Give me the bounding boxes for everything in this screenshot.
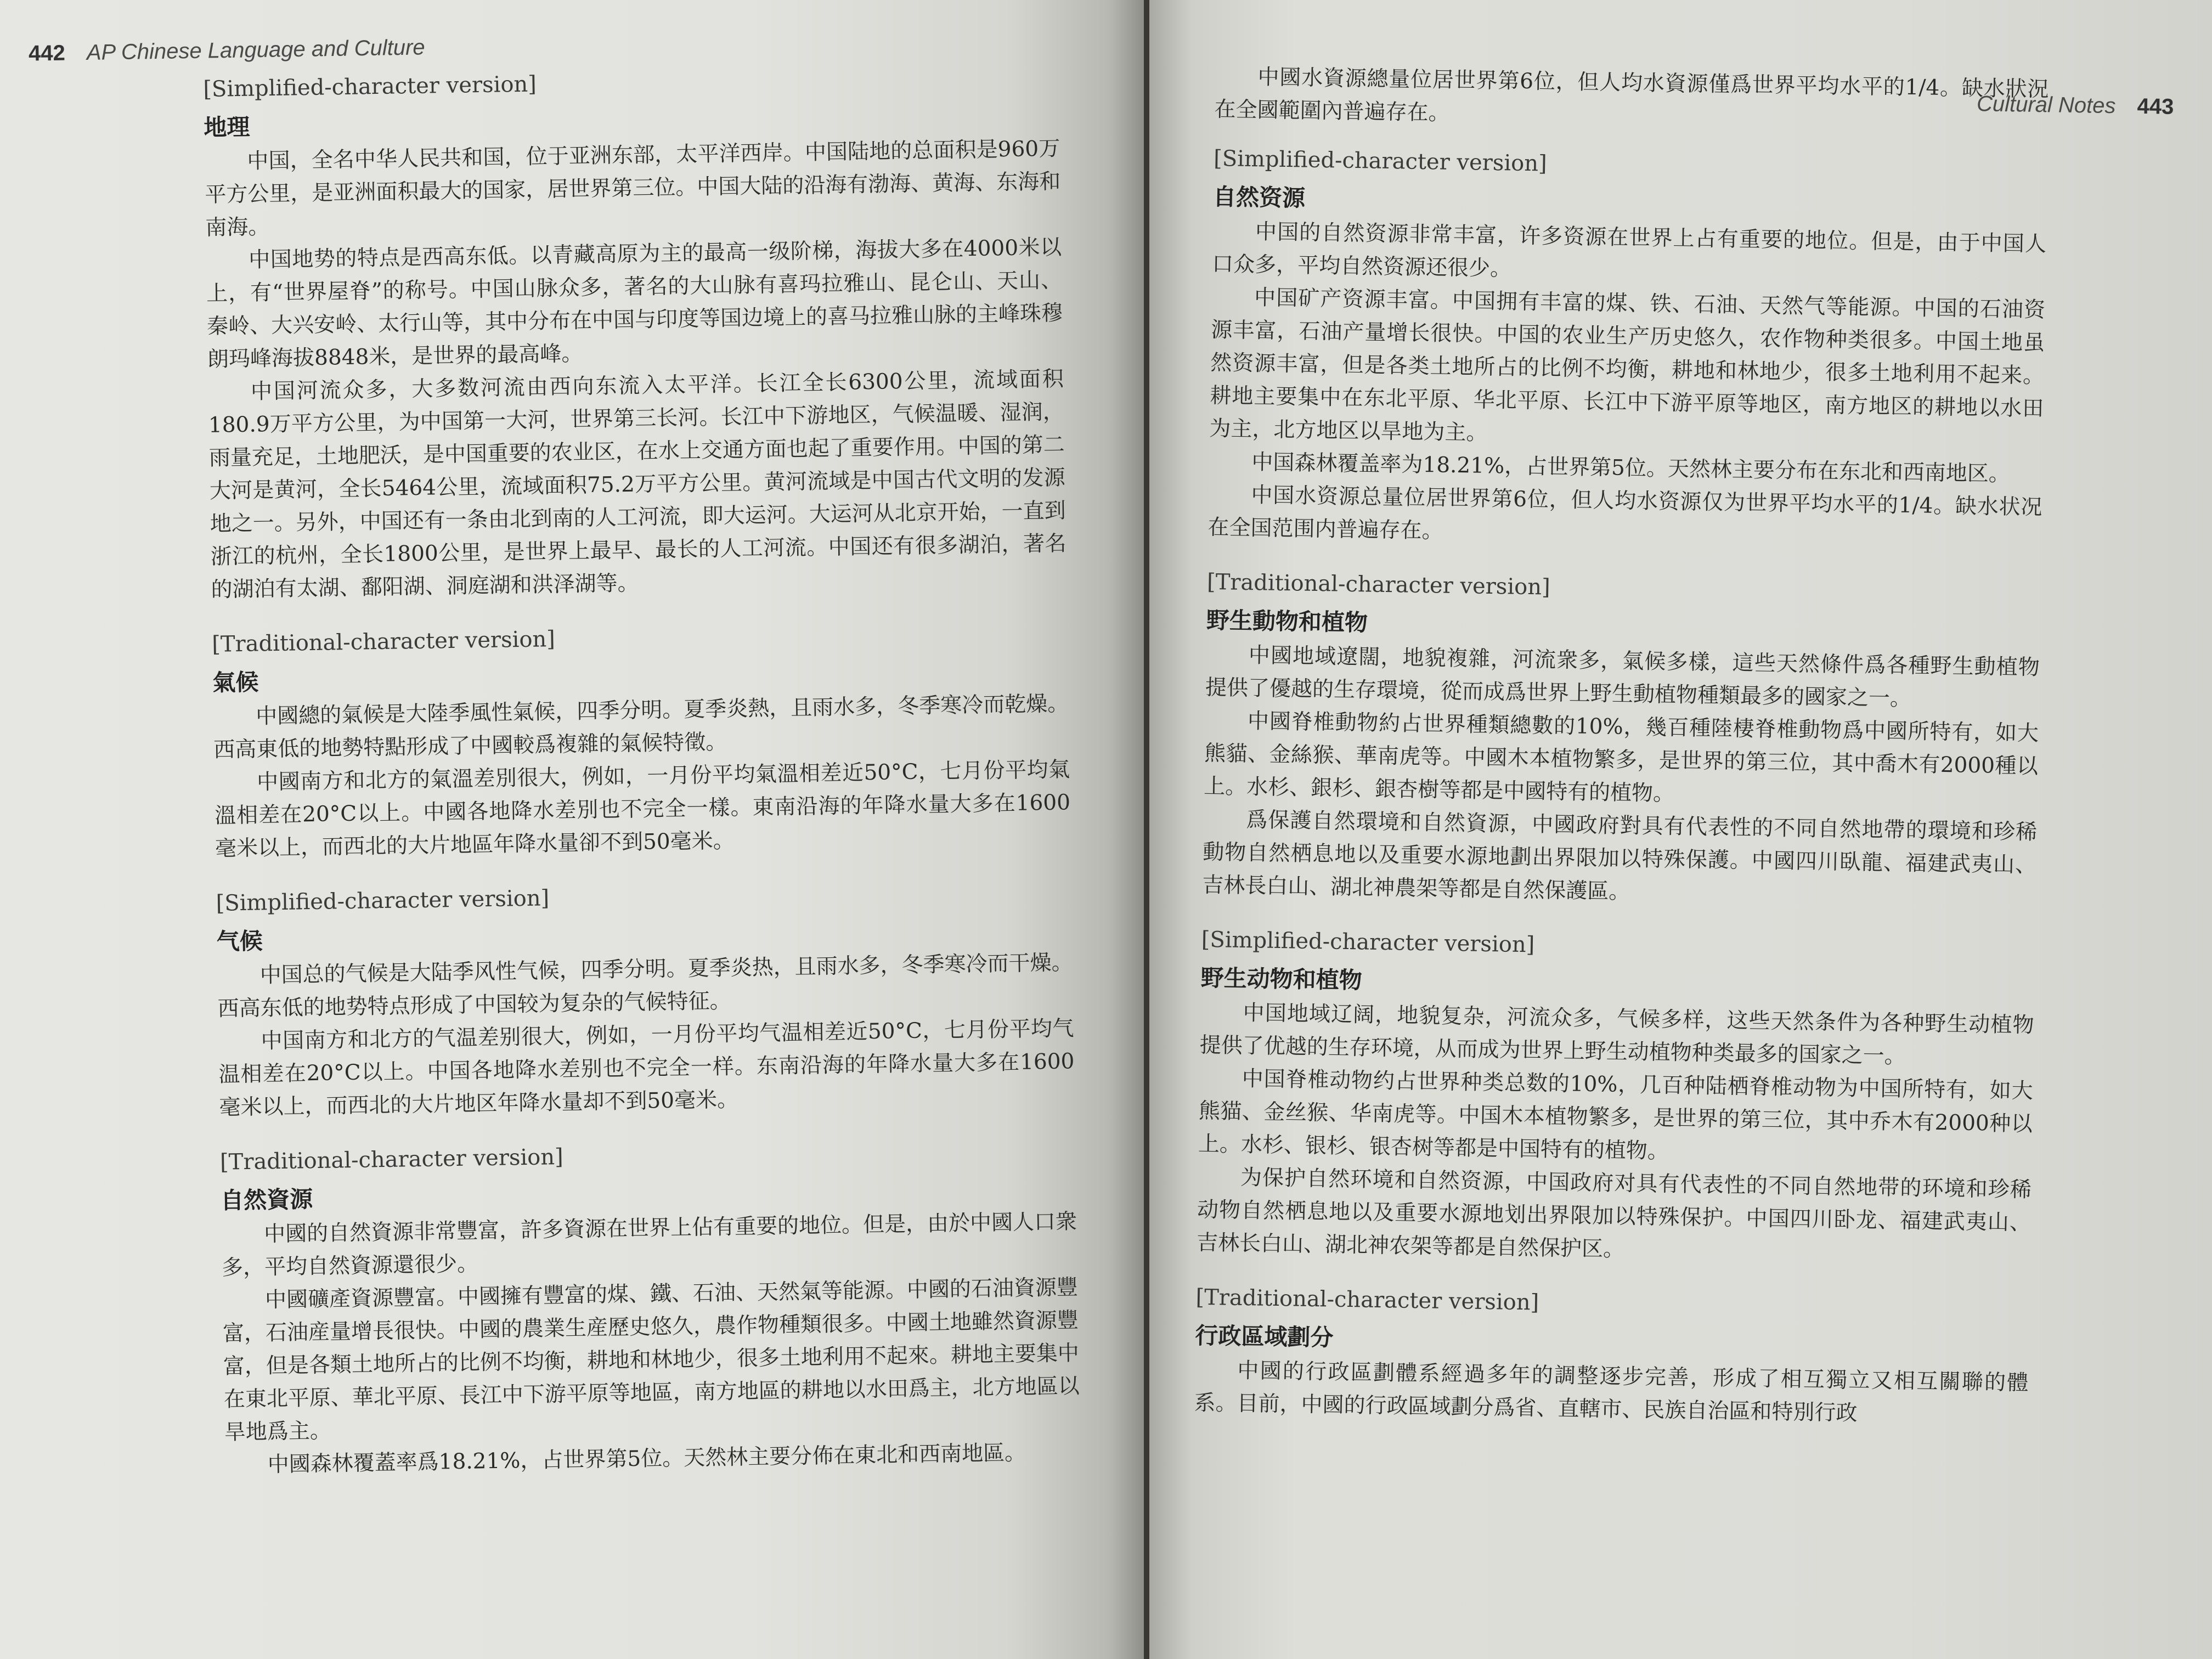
section bbox=[1197, 927, 2035, 1273]
section bbox=[1207, 146, 2047, 557]
section bbox=[203, 63, 1067, 606]
version-label: [Simplified-character version] bbox=[1213, 145, 1548, 177]
version-label: [Simplified-character version] bbox=[203, 71, 537, 102]
paragraph: 中国南方和北方的气温差别很大，例如，一月份平均气温相差近50°C，七月份平均气温相差在20°C以上。中国各地降水差别也不完全一样。东南沿海的年降水量大多在1600毫米以上，而西北的大片地区年降水量却不到50毫米。 bbox=[218, 1016, 1075, 1120]
section-heading: 气候 bbox=[216, 927, 263, 955]
paragraph: 中國總的氣候是大陸季風性氣候，四季分明。夏季炎熱，且雨水多，冬季寒冷而乾燥。西高東低的地勢特點形成了中國較爲複雜的氣候特徵。 bbox=[213, 691, 1069, 763]
section-heading: 野生动物和植物 bbox=[1200, 964, 1363, 994]
section-heading: 野生動物和植物 bbox=[1206, 606, 1368, 636]
paragraph: 中國的行政區劃體系經過多年的調整逐步完善，形成了相互獨立又相互關聯的體系。目前，中國的行政區域劃分爲省、直轄市、民族自治區和特別行政 bbox=[1194, 1358, 2029, 1426]
version-label: [Traditional-character version] bbox=[1195, 1284, 1539, 1316]
paragraph: 中国的自然资源非常丰富，许多资源在世界上占有重要的地位。但是，由于中国人口众多，平均自然资源还很少。 bbox=[1211, 219, 2047, 281]
paragraph: 中国地域辽阔，地貌复杂，河流众多，气候多样，这些天然条件为各种野生动植物提供了优越的生存环境，从而成为世界上野生动植物种类最多的国家之一。 bbox=[1199, 1001, 2034, 1069]
section-heading: 自然資源 bbox=[220, 1186, 313, 1214]
section-heading: 氣候 bbox=[212, 668, 259, 696]
section bbox=[1194, 1285, 2030, 1433]
paragraph: 中国，全名中华人民共和国，位于亚洲东部，太平洋西岸。中国陆地的总面积是960万平方公里，是亚洲面积最大的国家，居世界第三位。中国大陆的沿海有渤海、黄海、东海和南海。 bbox=[205, 136, 1061, 240]
paragraph: 中国水资源总量位居世界第6位，但人均水资源仅为世界平均水平的1/4。缺水状况在全国范围内普遍存在。 bbox=[1207, 483, 2042, 544]
paragraph: 爲保護自然環境和自然資源，中國政府對具有代表性的不同自然地帶的環境和珍稀動物自然栖息地以及重要水源地劃出界限加以特殊保護。中國四川臥龍、福建武夷山、吉林長白山、湖北神農架等都是自然保護區。 bbox=[1202, 808, 2038, 905]
paragraph: 中國礦產資源豐富。中國擁有豐富的煤、鐵、石油、天然氣等能源。中國的石油資源豐富，石油産量增長很快。中國的農業生産歷史悠久，農作物種類很多。中國土地雖然資源豐富，但是各類土地所占的比例不均衡，耕地和林地少，很多土地利用不起來。耕地主要集中在東北平原、華北平原、長江中下游平原等地區，南方地區的耕地以水田爲主，北方地區以旱地爲主。 bbox=[222, 1275, 1080, 1445]
paragraph: 中国地势的特点是西高东低。以青藏高原为主的最高一级阶梯，海拔大多在4000米以上，有“世界屋脊”的称号。中国山脉众多，著名的大山脉有喜玛拉雅山、昆仑山、天山、秦岭、大兴安岭、太行山等，其中分布在中国与印度等国边境上的喜马拉雅山脉的主峰珠穆朗玛峰海拔8848米，是世界的最高峰。 bbox=[206, 235, 1063, 372]
section-heading: 地理 bbox=[204, 113, 250, 141]
paragraph: 为保护自然环境和自然资源，中国政府对具有代表性的不同自然地带的环境和珍稀动物自然栖息地以及重要水源地划出界限加以特殊保护。中国四川卧龙、福建武夷山、吉林长白山、湖北神农架等都是自然保护区。 bbox=[1196, 1165, 2032, 1262]
section bbox=[212, 618, 1071, 865]
paragraph: 中国河流众多，大多数河流由西向东流入太平洋。长江全长6300公里，流域面积180.9万平方公里，为中国第一大河，世界第三长河。长江中下游地区，气候温暖、湿润，雨量充足，土地肥沃，是中国重要的农业区，在水上交通方面也起了重要作用。中国的第二大河是黄河，全长5464公里，流域面积75.2万平方公里。黄河流域是中国古代文明的发源地之一。另外，中国还有一条由北到南的人工河流，即大运河。大运河从北京开始，一直到浙江的杭州，全长1800公里，是世界上最早、最长的人工河流。中国还有很多湖泊，著名的湖泊有太湖、鄱阳湖、洞庭湖和洪泽湖等。 bbox=[208, 366, 1066, 602]
paragraph: 中國南方和北方的氣溫差別很大，例如，一月份平均氣溫相差近50°C，七月份平均氣溫相差在20°C以上。中國各地降水差別也不完全一樣。東南沿海的年降水量大多在1600毫米以上，而西北的大片地區年降水量卻不到50毫米。 bbox=[214, 757, 1071, 861]
right-page-number: 443 bbox=[2136, 94, 2174, 119]
paragraph: 中国矿产资源丰富。中国拥有丰富的煤、铁、石油、天然气等能源。中国的石油资源丰富，石油产量增长很快。中国的农业生产历史悠久，农作物种类很多。中国土地虽然资源丰富，但是各类土地所占的比例不均衡，耕地和林地少，很多土地利用不起来。耕地主要集中在东北平原、华北平原、长江中下游平原等地区，南方地区的耕地以水田为主，北方地区以旱地为主。 bbox=[1209, 285, 2046, 445]
paragraph: 中國森林覆蓋率爲18.21%，占世界第5位。天然林主要分佈在東北和西南地區。 bbox=[267, 1440, 1026, 1477]
left-page-number: 442 bbox=[28, 41, 66, 66]
left-text-column bbox=[203, 63, 1081, 1507]
left-running-head bbox=[29, 35, 425, 66]
section bbox=[216, 877, 1075, 1124]
continuation-paragraph: 中國水資源總量位居世界第6位，但人均水資源僅爲世界平均水平的1/4。缺水狀況在全國範圍內普遍存在。 bbox=[1214, 65, 2049, 126]
version-label: [Traditional-character version] bbox=[211, 627, 556, 657]
paragraph: 中國地域遼闊，地貌複雜，河流衆多，氣候多樣，這些天然條件爲各種野生動植物提供了優越的生存環境，從而成爲世界上野生動植物種類最多的國家之一。 bbox=[1205, 643, 2040, 712]
section bbox=[220, 1136, 1081, 1482]
section-heading: 行政區域劃分 bbox=[1195, 1322, 1334, 1351]
right-page bbox=[1149, 0, 2212, 1659]
left-running-title: AP Chinese Language and Culture bbox=[86, 35, 425, 65]
version-label: [Simplified-character version] bbox=[216, 885, 550, 916]
version-label: [Traditional-character version] bbox=[1206, 569, 1551, 600]
version-label: [Traditional-character version] bbox=[219, 1144, 564, 1175]
right-running-title: Cultural Notes bbox=[1976, 92, 2116, 119]
section bbox=[1202, 569, 2041, 915]
paragraph: 中国脊椎动物约占世界种类总数的10%，几百种陆栖脊椎动物为中国所特有，如大熊猫、金丝猴、华南虎等。中国木本植物繁多，是世界的第三位，其中乔木有2000种以上。水杉、银杉、银杏树等都是中国特有的植物。 bbox=[1198, 1066, 2034, 1164]
right-text-column bbox=[1193, 60, 2049, 1458]
paragraph: 中国森林覆盖率为18.21%，占世界第5位。天然林主要分布在东北和西南地区。 bbox=[1251, 450, 2011, 487]
paragraph: 中國的自然資源非常豐富，許多資源在世界上佔有重要的地位。但是，由於中國人口衆多，平均自然資源還很少。 bbox=[221, 1209, 1077, 1280]
paragraph: 中国总的气候是大陆季风性气候，四季分明。夏季炎热，且雨水多，冬季寒冷而干燥。西高东低的地势特点形成了中国较为复杂的气候特征。 bbox=[217, 950, 1073, 1022]
paragraph: 中國脊椎動物約占世界種類總數的10%，幾百種陸棲脊椎動物爲中國所特有，如大熊貓、金絲猴、華南虎等。中國木本植物繁多，是世界的第三位，其中喬木有2000種以上。水杉、銀杉、銀杏樹等都是中國特有的植物。 bbox=[1203, 709, 2039, 806]
section-heading: 自然资源 bbox=[1212, 183, 1306, 212]
version-label: [Simplified-character version] bbox=[1201, 927, 1535, 958]
